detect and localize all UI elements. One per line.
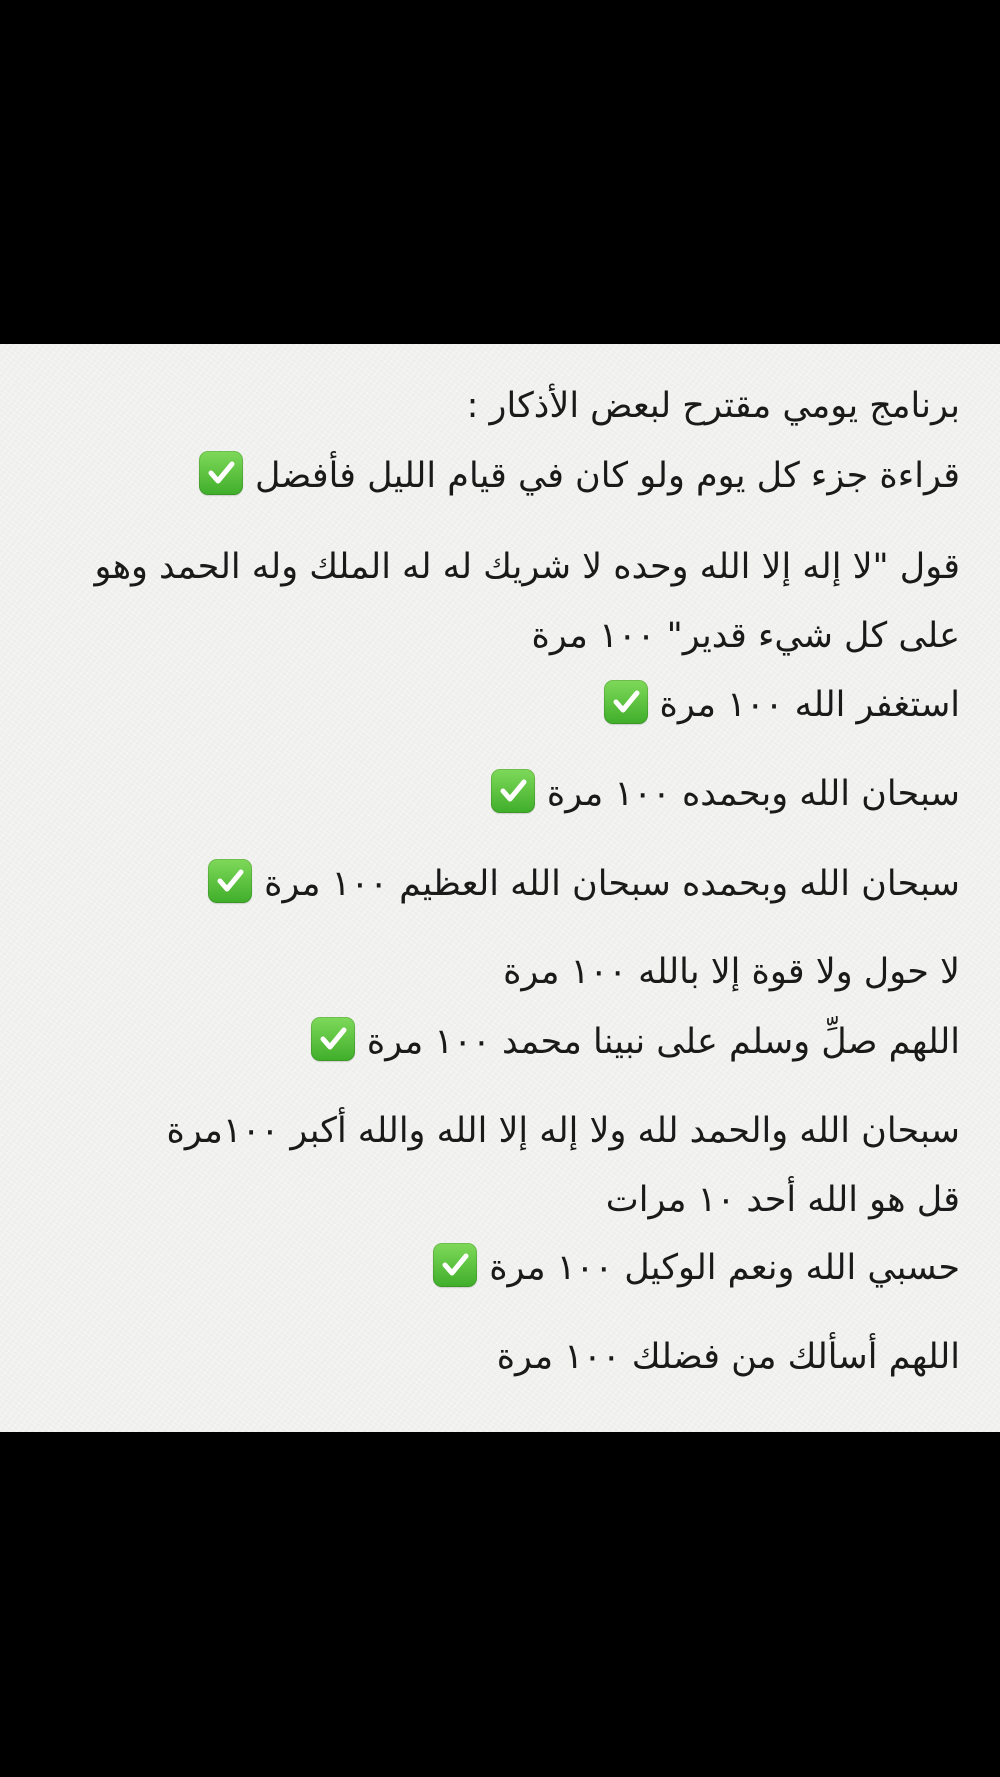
green-check-mark-icon [604,680,648,724]
line-text: اللهم أسألك من فضلك ١٠٠ مرة [496,1337,960,1377]
note-line-tasbih [70,769,960,819]
line-text: على كل شيء قدير" ١٠٠ مرة [531,616,960,656]
line-text: قول "لا إله إلا الله وحده لا شريك له له الملك وله الحمد وهو [94,547,960,587]
note-line-fadl [70,1332,960,1382]
green-check-mark-icon [433,1243,477,1287]
line-text: اللهم صلِّ وسلم على نبينا محمد ١٠٠ مرة [366,1022,960,1062]
note-line-istighfar [70,680,960,730]
line-text: قراءة جزء كل يوم ولو كان في قيام الليل فأفضل [255,456,960,496]
note-card [0,344,1000,1432]
line-text: قل هو الله أحد ١٠ مرات [605,1180,960,1220]
line-text: سبحان الله وبحمده سبحان الله العظيم ١٠٠ مرة [264,864,960,904]
note-line-heading [70,381,960,431]
line-text: سبحان الله وبحمده ١٠٠ مرة [546,774,960,814]
green-check-mark-icon [491,769,535,813]
green-check-mark-icon [199,451,243,495]
line-text: سبحان الله والحمد لله ولا إله إلا الله والله أكبر ١٠٠مرة [166,1111,960,1151]
green-check-mark-icon [311,1017,355,1061]
note-line-ikhlas [70,1175,960,1225]
line-text: برنامج يومي مقترح لبعض الأذكار : [466,386,960,426]
green-check-mark-icon [208,859,252,903]
note-line-baqiyat [70,1106,960,1156]
note-line-tasbih-azim [70,859,960,909]
note-line-quran [70,451,960,501]
note-line-tahlil-2 [70,611,960,661]
note-line-tahlil-1 [70,542,960,592]
note-line-hasbuna [70,1243,960,1293]
line-text: استغفر الله ١٠٠ مرة [659,685,960,725]
note-line-hawqala [70,947,960,997]
note-line-salawat [70,1017,960,1067]
line-text: لا حول ولا قوة إلا بالله ١٠٠ مرة [503,952,960,992]
line-text: حسبي الله ونعم الوكيل ١٠٠ مرة [489,1248,960,1288]
